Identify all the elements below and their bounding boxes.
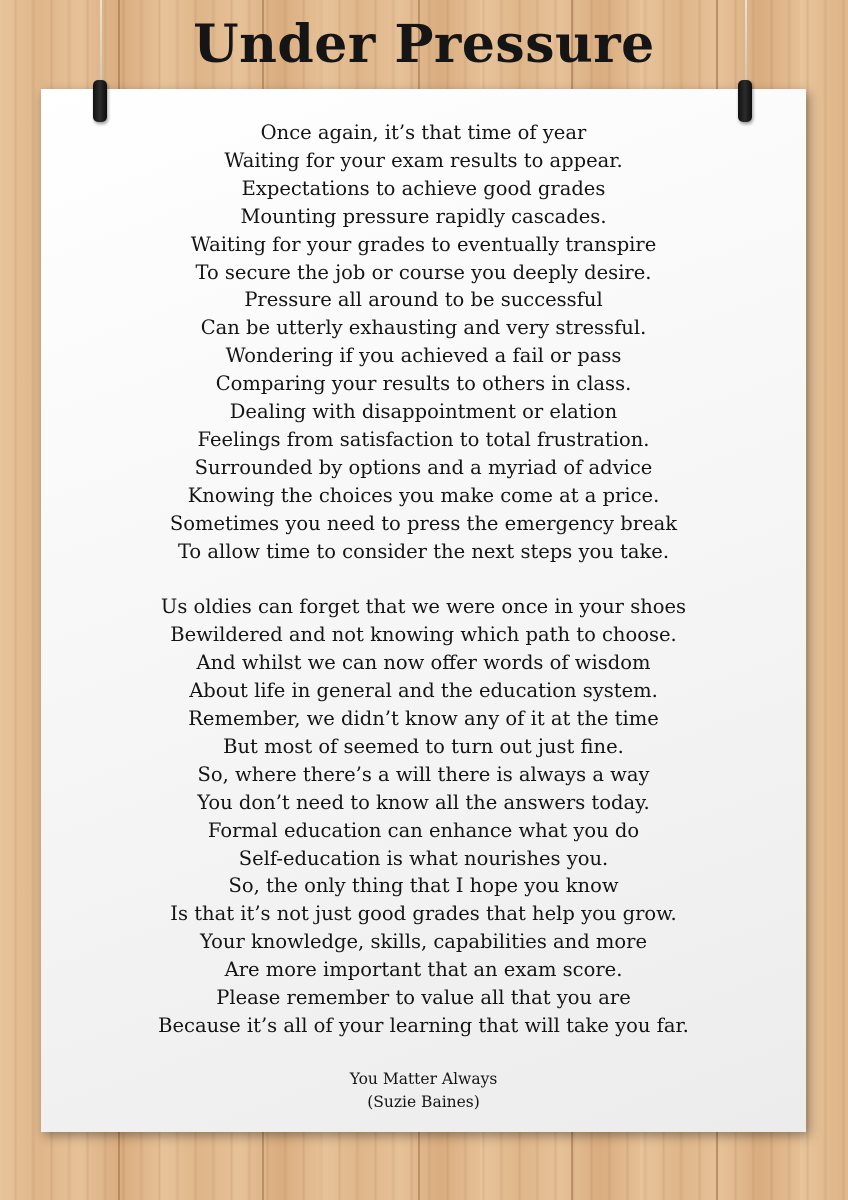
poem-line: Self-education is what nourishes you. bbox=[238, 846, 609, 870]
binder-clip-left-icon bbox=[93, 80, 107, 122]
poem-paper bbox=[41, 89, 806, 1132]
poem-line: Once again, it’s that time of year bbox=[260, 121, 587, 144]
poem-line: Us oldies can forget that we were once in your shoes bbox=[160, 595, 687, 619]
poem-line: About life in general and the education system. bbox=[189, 679, 658, 703]
poem-line: To allow time to consider the next steps you take. bbox=[177, 539, 670, 563]
poem-line: Formal education can enhance what you do bbox=[207, 818, 640, 842]
poem-line: Sometimes you need to press the emergency break bbox=[169, 511, 678, 535]
poem-line: Pressure all around to be successful bbox=[244, 288, 603, 312]
poem-line: Are more important that an exam score. bbox=[224, 958, 623, 982]
poem-line: You don’t need to know all the answers today. bbox=[197, 790, 650, 814]
poem-line: Please remember to value all that you are bbox=[216, 986, 631, 1010]
poem-line: And whilst we can now offer words of wisdom bbox=[196, 651, 651, 675]
poem-line: Can be utterly exhausting and very stressful. bbox=[200, 316, 647, 340]
hanging-string-left bbox=[100, 0, 102, 86]
stanza-divider bbox=[41, 566, 806, 594]
poem-footer bbox=[41, 1068, 806, 1114]
poem-line: Is that it’s not just good grades that help you grow. bbox=[170, 902, 677, 926]
poem-line: Expectations to achieve good grades bbox=[241, 176, 606, 200]
poem-line: Because it’s all of your learning that will take you far. bbox=[158, 1013, 689, 1037]
poem-line: Dealing with disappointment or elation bbox=[229, 400, 618, 424]
stanza-1 bbox=[41, 119, 806, 566]
poem-line: Remember, we didn’t know any of it at the time bbox=[188, 707, 659, 731]
poem-line: So, the only thing that I hope you know bbox=[228, 874, 619, 898]
stanza-2 bbox=[41, 593, 806, 1040]
poem-line: So, where there’s a will there is always a way bbox=[197, 762, 650, 786]
poem-line: But most of seemed to turn out just fine. bbox=[223, 734, 624, 758]
poem-line: Knowing the choices you make come at a price. bbox=[187, 483, 660, 507]
poem-line: Waiting for your exam results to appear. bbox=[224, 148, 623, 172]
poster-title: Under Pressure bbox=[193, 14, 655, 75]
poem-line: Bewildered and not knowing which path to choose. bbox=[170, 623, 677, 647]
poem-line: Mounting pressure rapidly cascades. bbox=[240, 204, 607, 228]
poem-line: To secure the job or course you deeply desire. bbox=[195, 260, 652, 284]
footer-tagline: You Matter Always bbox=[349, 1070, 498, 1088]
poem-line: Surrounded by options and a myriad of advice bbox=[194, 455, 653, 479]
hanging-string-right bbox=[745, 0, 747, 86]
binder-clip-right-icon bbox=[738, 80, 752, 122]
footer-author: (Suzie Baines) bbox=[367, 1093, 480, 1111]
poem-line: Feelings from satisfaction to total frustration. bbox=[197, 427, 650, 451]
poem-line: Waiting for your grades to eventually transpire bbox=[190, 232, 657, 256]
poem-body bbox=[41, 119, 806, 1040]
poem-line: Wondering if you achieved a fail or pass bbox=[225, 344, 622, 368]
poem-line: Your knowledge, skills, capabilities and more bbox=[199, 930, 648, 954]
poem-line: Comparing your results to others in class. bbox=[215, 372, 632, 396]
